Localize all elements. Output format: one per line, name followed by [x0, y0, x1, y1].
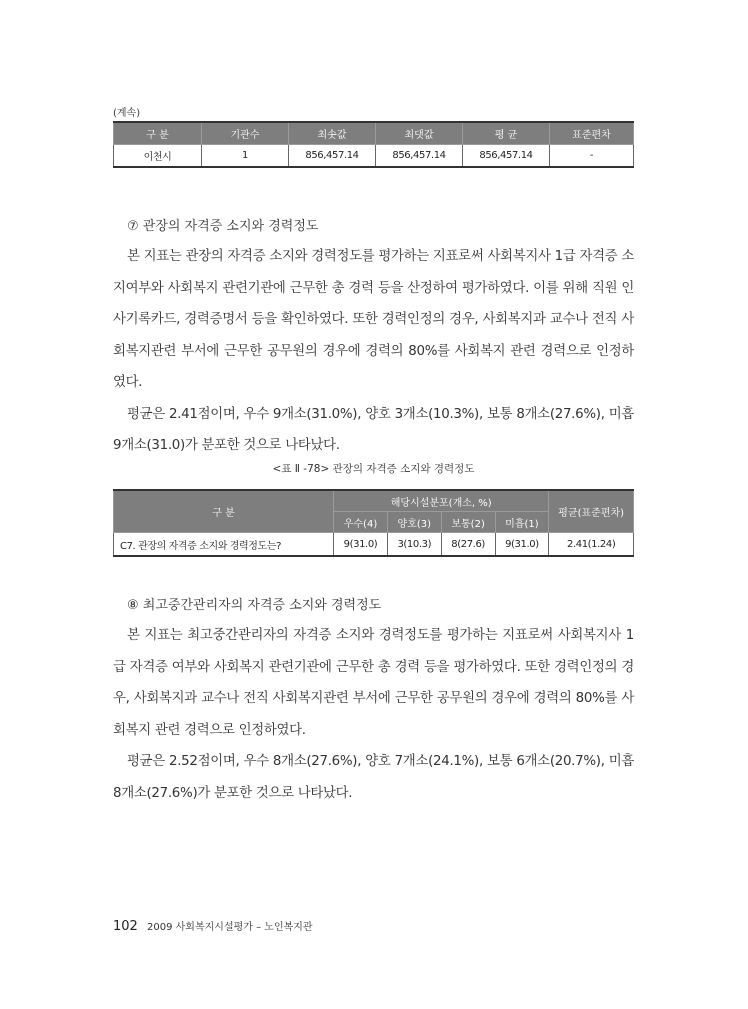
cell-question: C7. 관장의 자격증 소지와 경력정도는?: [114, 533, 334, 557]
table-header-row: [114, 490, 634, 512]
cell-count: 1: [202, 145, 289, 168]
header-max: 최댓값: [376, 122, 463, 145]
page-number: 102: [113, 919, 138, 934]
section-7-paragraph-2-text: 평균은 2.41점이며, 우수 9개소(31.0%), 양호 3개소(10.3%), 보통 8개소(27.6%), 미흡 9개소(31.0)가 분포한 것으로 나타났다.: [113, 406, 634, 453]
table-caption: <표 Ⅱ -78> 관장의 자격증 소지와 경력정도: [272, 463, 475, 475]
section-8-paragraph-1-text: 본 지표는 최고중간관리자의 자격증 소지와 경력정도를 평가하는 지표로써 사회복지사 1급 자격증 여부와 사회복지 관련기관에 근무한 총 경력 등을 평가하였다. 또한 경력인정의 경우, 사회복지과 교수나 전직 사회복지관련 부서에 근무한 공무원의 경우에 경력의 80%를 사회복지 관련 경력으로 인정하였다.: [113, 628, 634, 738]
continued-label: (계속): [113, 108, 141, 119]
distribution-table: [113, 489, 634, 557]
header-gubun: 구 분: [114, 490, 334, 533]
section-8: [113, 596, 634, 809]
cell-good: 3(10.3): [387, 533, 441, 557]
table-row: [114, 145, 634, 168]
section-7: [113, 217, 634, 462]
section-7-body: [113, 241, 634, 462]
section-8-heading: ⑧ 최고중간관리자의 자격증 소지와 경력정도: [127, 598, 382, 613]
section-8-paragraph-2: [113, 746, 634, 809]
section-7-paragraph-2: [113, 399, 634, 462]
cell-min: 856,457.14: [289, 145, 376, 168]
header-excellent: 우수(4): [334, 512, 388, 533]
cell-average: 2.41(1.24): [549, 533, 634, 557]
section-8-paragraph-1: [113, 620, 634, 746]
cell-std: -: [550, 145, 634, 168]
header-std: 표준편차: [550, 122, 634, 145]
summary-table: [113, 121, 634, 168]
header-fair: 보통(2): [441, 512, 495, 533]
section-7-heading: ⑦ 관장의 자격증 소지와 경력정도: [127, 219, 319, 234]
cell-fair: 8(27.6): [441, 533, 495, 557]
page-footer: [113, 918, 313, 934]
cell-excellent: 9(31.0): [334, 533, 388, 557]
cell-region: 이천시: [114, 145, 202, 168]
header-gubun: 구 분: [114, 122, 202, 145]
table-row: [114, 533, 634, 557]
header-poor: 미흡(1): [495, 512, 549, 533]
section-7-paragraph-1: [113, 241, 634, 399]
cell-mean: 856,457.14: [463, 145, 550, 168]
header-distribution: 해당시설분포(개소, %): [334, 490, 549, 512]
cell-poor: 9(31.0): [495, 533, 549, 557]
header-mean: 평 균: [463, 122, 550, 145]
header-good: 양호(3): [387, 512, 441, 533]
header-average: 평균(표준편차): [549, 490, 634, 533]
cell-max: 856,457.14: [376, 145, 463, 168]
header-min: 최솟값: [289, 122, 376, 145]
section-8-body: [113, 620, 634, 809]
section-8-paragraph-2-text: 평균은 2.52점이며, 우수 8개소(27.6%), 양호 7개소(24.1%), 보통 6개소(20.7%), 미흡 8개소(27.6%)가 분포한 것으로 나타났다.: [113, 754, 634, 801]
section-7-paragraph-1-text: 본 지표는 관장의 자격증 소지와 경력정도를 평가하는 지표로써 사회복지사 1급 자격증 소지여부와 사회복지 관련기관에 근무한 총 경력 등을 산정하여 평가하였다. 이를 위해 직원 인사기록카드, 경력증명서 등을 확인하였다. 또한 경력인정의 경우, 사회복지과 교수나 전직 사회복지관련 부서에 근무한 공무원의 경우에 경력의 80%를 사회복지 관련 경력으로 인정하였다.: [113, 249, 634, 390]
header-count: 기관수: [202, 122, 289, 145]
table-header-row: [114, 122, 634, 145]
footer-title: 2009 사회복지시설평가 – 노인복지관: [147, 922, 313, 933]
